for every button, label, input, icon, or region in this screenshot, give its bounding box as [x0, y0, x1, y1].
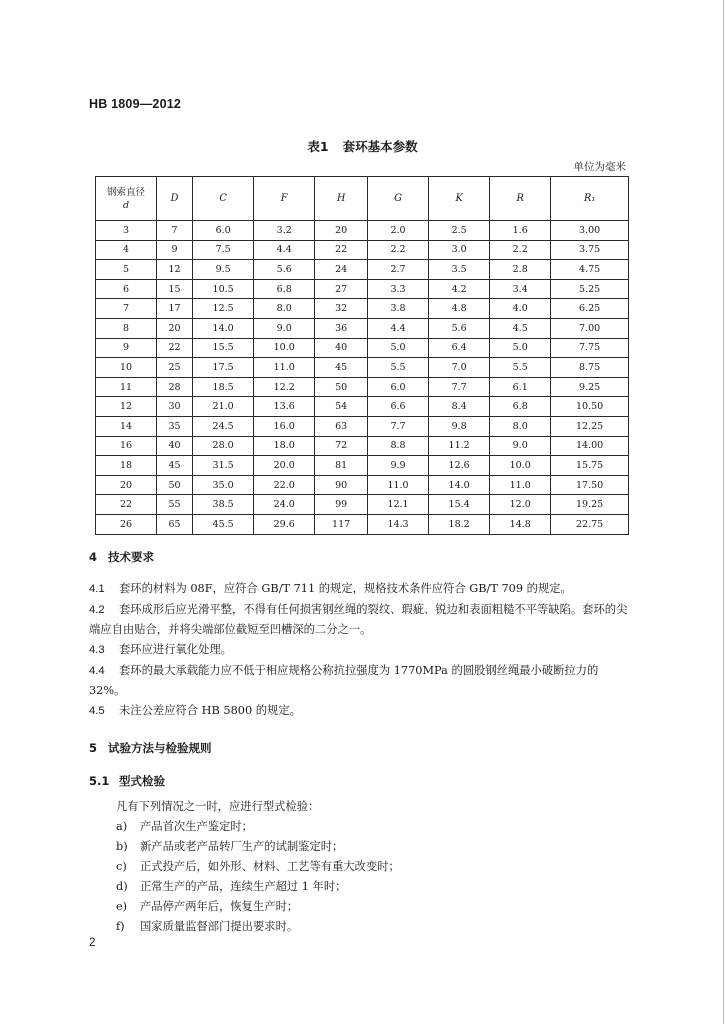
- header-cable-diameter: 钢索直径 d: [96, 177, 157, 221]
- table-cell: 18.0: [254, 436, 315, 456]
- table-cell: 2.2: [490, 240, 551, 260]
- header-col: C: [193, 177, 254, 221]
- unit-note: 单位为毫米: [573, 161, 626, 173]
- table-cell: 3.00: [551, 221, 629, 241]
- table-cell: 17.5: [193, 358, 254, 378]
- header-col: F: [254, 177, 315, 221]
- section-5-heading: 5 试验方法与检验规则: [89, 741, 212, 755]
- cell-cable-diameter: 20: [96, 475, 157, 495]
- standard-number: HB 1809—2012: [89, 97, 182, 111]
- cell-cable-diameter: 16: [96, 436, 157, 456]
- table-cell: 14.8: [490, 514, 551, 534]
- table-cell: 8.4: [429, 397, 490, 417]
- table-cell: 72: [315, 436, 368, 456]
- header-col: H: [315, 177, 368, 221]
- table-cell: 63: [315, 416, 368, 436]
- table-row: [96, 240, 629, 260]
- table-cell: 14.0: [429, 475, 490, 495]
- table-cell: 30: [157, 397, 193, 417]
- table-cell: 45: [157, 456, 193, 476]
- table-cell: 12.25: [551, 416, 629, 436]
- table-cell: 9.9: [368, 456, 429, 476]
- header-col: R: [490, 177, 551, 221]
- table-cell: 28.0: [193, 436, 254, 456]
- table-cell: 5.5: [368, 358, 429, 378]
- table-cell: 22: [315, 240, 368, 260]
- table-cell: 99: [315, 495, 368, 515]
- table-row: [96, 358, 629, 378]
- table-cell: 20: [157, 318, 193, 338]
- table-cell: 12.6: [429, 456, 490, 476]
- table-row: [96, 260, 629, 280]
- table-cell: 5.6: [254, 260, 315, 280]
- table-cell: 22: [157, 338, 193, 358]
- table-row: [96, 221, 629, 241]
- table-cell: 32: [315, 299, 368, 319]
- table-cell: 6.0: [193, 221, 254, 241]
- type-test-intro: 凡有下列情况之一时，应进行型式检验：: [116, 800, 320, 813]
- parameter-table: [95, 176, 629, 535]
- table-cell: 4.4: [254, 240, 315, 260]
- table-cell: 7.7: [429, 377, 490, 397]
- table-cell: 3.0: [429, 240, 490, 260]
- clause-4-2: 4.2 套环成形后应光滑平整，不得有任何损害钢丝绳的裂纹、瑕疵、锐边和表面粗糙不平等缺陷。套环的尖端应自由贴合，并将尖端部位截短至凹槽深的二分之一。: [89, 603, 628, 636]
- table-cell: 14.3: [368, 514, 429, 534]
- table-cell: 25: [157, 358, 193, 378]
- table-cell: 13.6: [254, 397, 315, 417]
- table-cell: 18.2: [429, 514, 490, 534]
- table-cell: 2.5: [429, 221, 490, 241]
- table-row: [96, 318, 629, 338]
- table-cell: 3.3: [368, 279, 429, 299]
- table-header-row: [96, 177, 629, 221]
- table-cell: 7: [157, 221, 193, 241]
- table-cell: 12.1: [368, 495, 429, 515]
- table-cell: 5.0: [490, 338, 551, 358]
- table-cell: 5.0: [368, 338, 429, 358]
- table-row: [96, 436, 629, 456]
- table-cell: 31.5: [193, 456, 254, 476]
- table-cell: 45.5: [193, 514, 254, 534]
- cell-cable-diameter: 8: [96, 318, 157, 338]
- table-row: [96, 299, 629, 319]
- table-cell: 28: [157, 377, 193, 397]
- table-cell: 19.25: [551, 495, 629, 515]
- table-cell: 7.0: [429, 358, 490, 378]
- table-cell: 11.0: [368, 475, 429, 495]
- cell-cable-diameter: 12: [96, 397, 157, 417]
- table-cell: 11.0: [490, 475, 551, 495]
- header-col: R₁: [551, 177, 629, 221]
- table-body: [96, 221, 629, 535]
- table-cell: 7.00: [551, 318, 629, 338]
- table-cell: 35.0: [193, 475, 254, 495]
- table-cell: 40: [157, 436, 193, 456]
- table-cell: 10.50: [551, 397, 629, 417]
- page-number: 2: [89, 937, 96, 949]
- cell-cable-diameter: 4: [96, 240, 157, 260]
- table-cell: 7.75: [551, 338, 629, 358]
- list-item: e) 产品停产两年后，恢复生产时；: [116, 900, 299, 913]
- table-row: [96, 377, 629, 397]
- cell-cable-diameter: 11: [96, 377, 157, 397]
- table-cell: 16.0: [254, 416, 315, 436]
- table-cell: 12.0: [490, 495, 551, 515]
- table-cell: 20: [315, 221, 368, 241]
- table-cell: 12.5: [193, 299, 254, 319]
- table-cell: 20.0: [254, 456, 315, 476]
- clause-4-3: 4.3 套环应进行氧化处理。: [89, 643, 232, 656]
- header-col: D: [157, 177, 193, 221]
- table-cell: 12: [157, 260, 193, 280]
- table-cell: 6.8: [490, 397, 551, 417]
- table-cell: 8.0: [490, 416, 551, 436]
- table-cell: 7.5: [193, 240, 254, 260]
- table-cell: 9.25: [551, 377, 629, 397]
- table-cell: 22.75: [551, 514, 629, 534]
- header-col: K: [429, 177, 490, 221]
- table-cell: 54: [315, 397, 368, 417]
- table-cell: 35: [157, 416, 193, 436]
- table-cell: 24.5: [193, 416, 254, 436]
- table-cell: 38.5: [193, 495, 254, 515]
- list-item: c) 正式投产后，如外形、材料、工艺等有重大改变时；: [116, 860, 400, 873]
- table-cell: 15.5: [193, 338, 254, 358]
- table-cell: 6.6: [368, 397, 429, 417]
- clause-4-1: 4.1 套环的材料为 08F，应符合 GB/T 711 的规定，规格技术条件应符合 GB/T 709 的规定。: [89, 582, 572, 595]
- table-cell: 90: [315, 475, 368, 495]
- table-row: [96, 475, 629, 495]
- table-cell: 18.5: [193, 377, 254, 397]
- table-cell: 8.75: [551, 358, 629, 378]
- table-cell: 4.75: [551, 260, 629, 280]
- table-cell: 8.0: [254, 299, 315, 319]
- table-cell: 3.75: [551, 240, 629, 260]
- table-row: [96, 338, 629, 358]
- table-cell: 27: [315, 279, 368, 299]
- table-cell: 6.4: [429, 338, 490, 358]
- table-cell: 117: [315, 514, 368, 534]
- table-cell: 65: [157, 514, 193, 534]
- table-row: [96, 456, 629, 476]
- table-caption: [0, 137, 725, 155]
- table-cell: 11.2: [429, 436, 490, 456]
- clause-4-4: 4.4 套环的最大承载能力应不低于相应规格公称抗拉强度为 1770MPa 的圆股钢丝绳最小破断拉力的 32%。: [89, 664, 599, 697]
- table-cell: 40: [315, 338, 368, 358]
- table-cell: 12.2: [254, 377, 315, 397]
- cell-cable-diameter: 7: [96, 299, 157, 319]
- table-cell: 36: [315, 318, 368, 338]
- table-caption-title: 套环基本参数: [342, 139, 418, 154]
- table-cell: 9.5: [193, 260, 254, 280]
- table-cell: 55: [157, 495, 193, 515]
- table-cell: 2.0: [368, 221, 429, 241]
- table-cell: 14.00: [551, 436, 629, 456]
- table-cell: 9.0: [490, 436, 551, 456]
- table-cell: 2.8: [490, 260, 551, 280]
- subsection-5-1-heading: 5.1 型式检验: [89, 774, 165, 788]
- table-cell: 45: [315, 358, 368, 378]
- table-cell: 3.2: [254, 221, 315, 241]
- cell-cable-diameter: 6: [96, 279, 157, 299]
- table-cell: 3.4: [490, 279, 551, 299]
- table-cell: 6.8: [254, 279, 315, 299]
- table-cell: 4.2: [429, 279, 490, 299]
- header-col: G: [368, 177, 429, 221]
- table-cell: 81: [315, 456, 368, 476]
- table-cell: 1.6: [490, 221, 551, 241]
- table-cell: 2.7: [368, 260, 429, 280]
- table-cell: 15.4: [429, 495, 490, 515]
- table-cell: 15.75: [551, 456, 629, 476]
- table-cell: 4.0: [490, 299, 551, 319]
- list-item: b) 新产品或老产品转厂生产的试制鉴定时；: [116, 840, 344, 853]
- table-cell: 10.5: [193, 279, 254, 299]
- cell-cable-diameter: 5: [96, 260, 157, 280]
- section-4-heading: 4 技术要求: [89, 550, 154, 564]
- table-cell: 6.0: [368, 377, 429, 397]
- table-cell: 10.0: [254, 338, 315, 358]
- table-cell: 24: [315, 260, 368, 280]
- table-cell: 17: [157, 299, 193, 319]
- table-cell: 50: [157, 475, 193, 495]
- cell-cable-diameter: 26: [96, 514, 157, 534]
- table-cell: 3.8: [368, 299, 429, 319]
- cell-cable-diameter: 22: [96, 495, 157, 515]
- table-cell: 17.50: [551, 475, 629, 495]
- table-row: [96, 495, 629, 515]
- table-cell: 4.8: [429, 299, 490, 319]
- table-cell: 22.0: [254, 475, 315, 495]
- table-cell: 5.6: [429, 318, 490, 338]
- table-cell: 14.0: [193, 318, 254, 338]
- table-cell: 7.7: [368, 416, 429, 436]
- cell-cable-diameter: 18: [96, 456, 157, 476]
- table-cell: 10.0: [490, 456, 551, 476]
- table-row: [96, 416, 629, 436]
- table-cell: 29.6: [254, 514, 315, 534]
- table-cell: 5.5: [490, 358, 551, 378]
- table-cell: 2.2: [368, 240, 429, 260]
- table-cell: 4.4: [368, 318, 429, 338]
- list-item: a) 产品首次生产鉴定时；: [116, 820, 253, 833]
- table-cell: 24.0: [254, 495, 315, 515]
- clause-4-5: 4.5 未注公差应符合 HB 5800 的规定。: [89, 704, 301, 717]
- table-caption-number: 表1: [307, 139, 329, 154]
- table-cell: 9.8: [429, 416, 490, 436]
- table-row: [96, 279, 629, 299]
- table-cell: 6.1: [490, 377, 551, 397]
- list-item: d) 正常生产的产品，连续生产超过 1 年时；: [116, 880, 347, 893]
- table-row: [96, 397, 629, 417]
- table-cell: 9.0: [254, 318, 315, 338]
- cell-cable-diameter: 10: [96, 358, 157, 378]
- table-cell: 9: [157, 240, 193, 260]
- table-cell: 21.0: [193, 397, 254, 417]
- table-cell: 8.8: [368, 436, 429, 456]
- cell-cable-diameter: 3: [96, 221, 157, 241]
- table-cell: 50: [315, 377, 368, 397]
- table-cell: 6.25: [551, 299, 629, 319]
- table-cell: 3.5: [429, 260, 490, 280]
- cell-cable-diameter: 14: [96, 416, 157, 436]
- table-cell: 4.5: [490, 318, 551, 338]
- cell-cable-diameter: 9: [96, 338, 157, 358]
- table-cell: 15: [157, 279, 193, 299]
- table-cell: 5.25: [551, 279, 629, 299]
- list-item: f) 国家质量监督部门提出要求时。: [116, 920, 299, 933]
- table-row: [96, 514, 629, 534]
- table-cell: 11.0: [254, 358, 315, 378]
